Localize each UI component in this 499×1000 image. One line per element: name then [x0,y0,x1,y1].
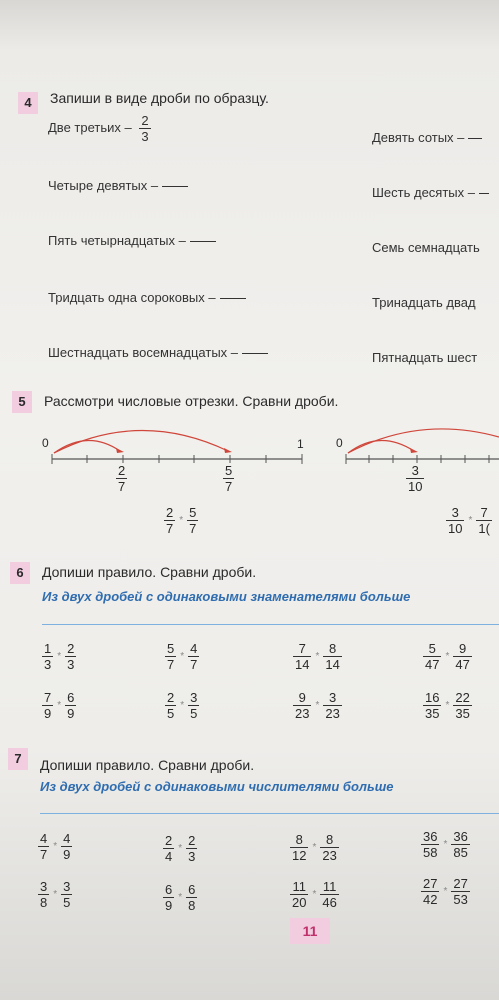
fraction-b: $\frac{7}{1(}$ [478,505,490,536]
task-6-pair-2[interactable]: $\frac{5}{7}$ * $\frac{4}{7}$ [167,641,198,672]
task-6-instruction: Допиши правило. Сравни дроби. [42,564,257,580]
line-2-mark-a [406,463,424,494]
task-6-pair-3[interactable]: $\frac{7}{14}$ * $\frac{8}{14}$ [295,641,340,672]
compare-sign-blank[interactable]: * [178,892,183,903]
compare-sign-blank[interactable]: * [445,651,450,662]
number-line-1 [52,430,302,464]
task-4-item-1[interactable] [48,178,188,193]
task-6-pair-7[interactable]: $\frac{9}{23}$ * $\frac{3}{23}$ [295,690,340,721]
compare-sign-blank[interactable]: * [312,889,317,900]
task-7-pair-1[interactable]: $\frac{4}{7}$ * $\frac{4}{9}$ [40,831,71,862]
task-6-pair-4[interactable]: $\frac{5}{47}$ * $\frac{9}{47}$ [425,641,470,672]
page-number: 11 [290,918,330,944]
task-7-pair-7[interactable]: $\frac{11}{20}$ * $\frac{11}{46}$ [292,879,337,910]
task-5-instruction: Рассмотри числовые отрезки. Сравни дроби. [44,393,339,409]
task-4-right-item-1[interactable] [372,130,482,145]
task-4-item-4[interactable] [48,345,268,360]
number-line-2 [346,429,499,464]
task-5-comparison-1[interactable] [164,505,198,536]
compare-sign-blank[interactable]: * [180,700,185,711]
task-7-pair-8[interactable]: $\frac{27}{42}$ * $\frac{27}{53}$ [423,876,468,907]
sample-fraction [139,113,150,144]
task-6-pair-8[interactable]: $\frac{16}{35}$ * $\frac{22}{35}$ [425,690,470,721]
task-6-pair-1[interactable]: $\frac{1}{3}$ * $\frac{2}{3}$ [44,641,75,672]
fraction-denominator: 7 [118,479,126,494]
task-7-instruction: Допиши правило. Сравни дроби. [40,757,255,773]
compare-sign-blank[interactable]: * [445,700,450,711]
compare-sign-blank[interactable]: * [443,839,448,850]
fraction-numerator: 2 [141,113,149,128]
task-6-rule-answer-line[interactable] [42,624,499,625]
task-7-pair-2[interactable]: $\frac{2}{4}$ * $\frac{2}{3}$ [165,833,196,864]
fraction-numerator: 2 [118,463,126,478]
arc-arrow [348,440,414,453]
compare-sign-blank[interactable]: * [57,700,62,711]
task-6-rule: Из двух дробей с одинаковыми знаменателями больше [42,589,411,604]
fraction-denominator: 7 [225,479,233,494]
task-4-right-item-3: Семь семнадцать [372,240,480,255]
compare-sign-blank[interactable]: * [57,651,62,662]
answer-blank[interactable] [468,138,482,139]
line-1-zero-label: 0 [42,436,49,450]
answer-blank[interactable] [242,353,268,354]
item-text: Тридцать одна сороковых – [48,290,216,305]
task-4-item-2[interactable] [48,233,216,248]
answer-blank[interactable] [162,186,188,187]
answer-blank[interactable] [220,298,246,299]
answer-blank[interactable] [190,241,216,242]
task-4-right-item-2[interactable] [372,185,489,200]
arc-arrow [54,430,228,453]
compare-sign-blank[interactable]: * [53,841,58,852]
compare-sign-blank[interactable]: * [178,843,183,854]
fraction-numerator: 3 [406,463,424,479]
task-7-pair-6[interactable]: $\frac{6}{9}$ * $\frac{6}{8}$ [165,882,196,913]
task-4-number: 4 [18,92,38,114]
item-text: Четыре девятых – [48,178,159,193]
compare-sign-blank[interactable]: * [179,515,184,526]
task-4-instruction: Запиши в виде дроби по образцу. [50,90,269,106]
item-text: Пять четырнадцатых – [48,233,186,248]
compare-sign-blank[interactable]: * [468,515,473,526]
fraction-denominator: 10 [408,479,423,494]
task-6-pair-6[interactable]: $\frac{2}{5}$ * $\frac{3}{5}$ [167,690,198,721]
task-4-sample [48,113,151,144]
line-1-mark-b [223,463,234,494]
compare-sign-blank[interactable]: * [315,700,320,711]
line-1-one-label: 1 [297,437,304,451]
task-6-pair-5[interactable]: $\frac{7}{9}$ * $\frac{6}{9}$ [44,690,75,721]
fraction-a: $\frac{2}{7}$ [166,505,174,536]
fraction-b: $\frac{5}{7}$ [189,505,197,536]
task-5-comparison-2[interactable] [446,505,492,536]
task-6-number: 6 [10,562,30,584]
item-text: Шесть десятых – [372,185,475,200]
task-4-right-item-5: Пятнадцать шест [372,350,478,365]
item-text: Девять сотых – [372,130,465,145]
arc-arrow [348,429,499,453]
task-7-rule: Из двух дробей с одинаковыми числителями больше [40,779,394,794]
task-5-number: 5 [12,391,32,413]
task-7-pair-3[interactable]: $\frac{8}{12}$ * $\frac{8}{23}$ [292,832,337,863]
answer-blank[interactable] [479,193,489,194]
line-2-zero-label: 0 [336,436,343,450]
line-1-mark-a [116,463,127,494]
task-7-pair-4[interactable]: $\frac{36}{58}$ * $\frac{36}{85}$ [423,829,468,860]
arc-arrow [54,440,120,453]
task-7-rule-answer-line[interactable] [40,813,499,814]
compare-sign-blank[interactable]: * [180,651,185,662]
task-7-number: 7 [8,748,28,770]
compare-sign-blank[interactable]: * [315,651,320,662]
task-7-pair-5[interactable]: $\frac{3}{8}$ * $\frac{3}{5}$ [40,879,71,910]
compare-sign-blank[interactable]: * [312,842,317,853]
fraction-denominator: 3 [141,129,149,144]
task-4-right-item-4: Тринадцать двад [372,295,476,310]
task-4-item-3[interactable] [48,290,246,305]
compare-sign-blank[interactable]: * [443,886,448,897]
fraction-numerator: 5 [225,463,233,478]
compare-sign-blank[interactable]: * [53,889,58,900]
item-text: Шестнадцать восемнадцатых – [48,345,239,360]
fraction-a: $\frac{3}{10}$ [448,505,463,536]
sample-text: Две третьих – [48,119,132,135]
